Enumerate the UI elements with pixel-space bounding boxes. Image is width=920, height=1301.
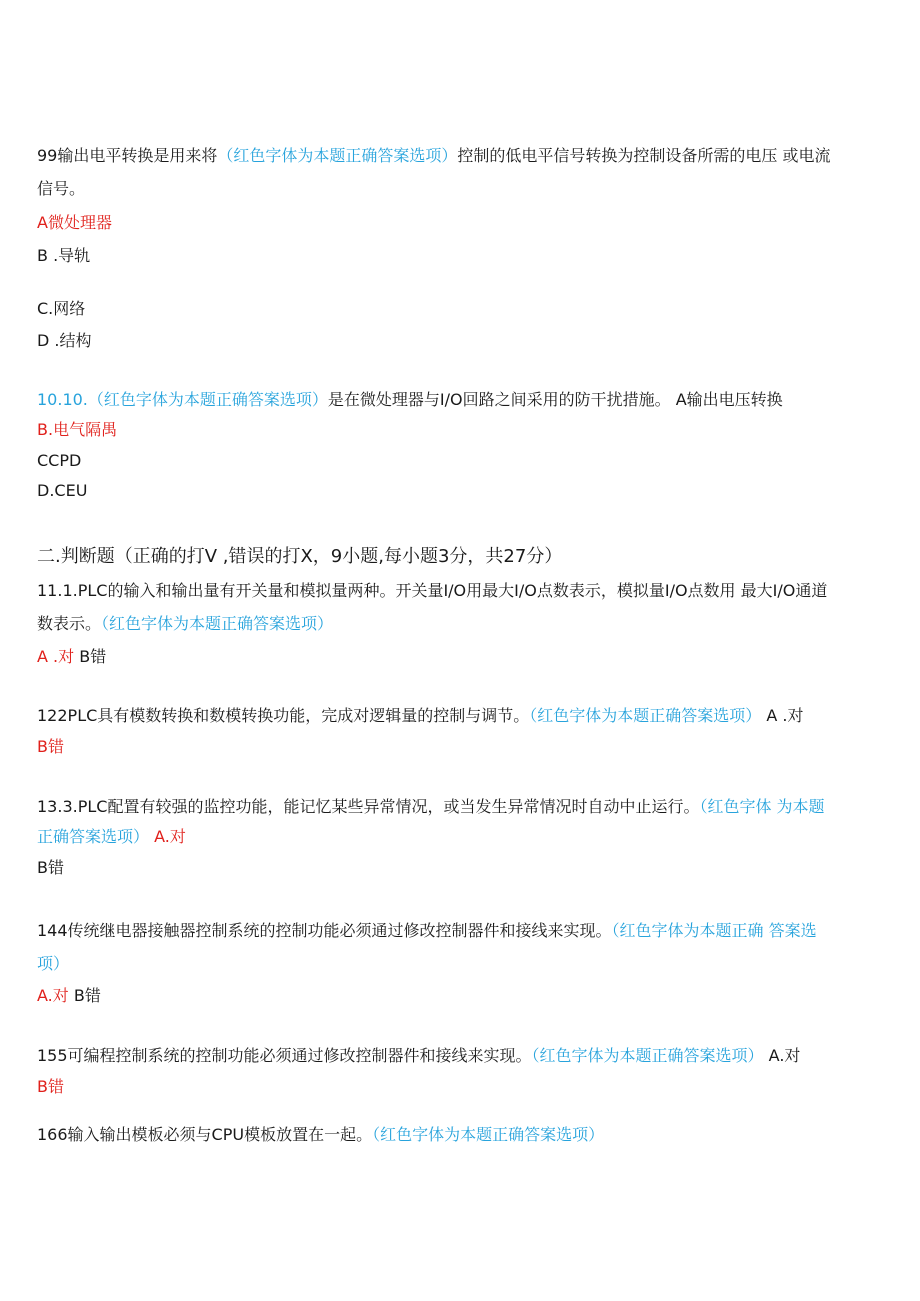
q15-hint: （红色字体为本题正确答案选项） xyxy=(531,1046,764,1065)
q9-option-a: A微处理器 xyxy=(37,213,112,232)
q11-answer-a: A .对 xyxy=(37,647,75,666)
q14-hint-part1: （红色字体为本题正确 答案选 xyxy=(611,921,817,940)
q15-answer-b: B错 xyxy=(37,1077,64,1096)
q9-text-line2: 信号。 xyxy=(37,179,86,198)
q9-option-c: C.网络 xyxy=(37,299,86,318)
q10-option-c: CCPD xyxy=(37,451,82,470)
q11-hint: （红色字体为本题正确答案选项） xyxy=(101,614,334,633)
q13-answer-b: B错 xyxy=(37,858,64,877)
q13-answer-a: A.对 xyxy=(149,827,186,846)
q15-text-line1 xyxy=(37,1045,800,1067)
section2-heading: 二.判断题（正确的打V ,错误的打X，9小题,每小题3分，共27分） xyxy=(37,546,563,567)
q13-hint-part1: （红色字体 为本题 xyxy=(699,797,825,816)
q14-answer-a: A.对 xyxy=(37,986,69,1005)
q15-stem-pre: 155可编程控制系统的控制功能必须通过修改控制器件和接线来实现。 xyxy=(37,1046,532,1065)
q12-answer-a: A .对 xyxy=(761,706,804,725)
q12-answer-b: B错 xyxy=(37,737,64,756)
q12-text-line1 xyxy=(37,705,804,727)
q13-text-line2 xyxy=(37,826,186,848)
q12-stem-pre: 122PLC具有模数转换和数模转换功能，完成对逻辑量的控制与调节。 xyxy=(37,706,530,725)
q11-answer-b: B错 xyxy=(74,647,107,666)
q9-option-b: B .导轨 xyxy=(37,246,91,265)
q10-text-line1 xyxy=(37,389,783,411)
q14-answers xyxy=(37,985,101,1007)
q9-hint: （红色字体为本题正确答案选项） xyxy=(217,146,458,165)
q10-stem-post: 是在微处理器与I/O回路之间采用的防干扰措施。 A输出电压转换 xyxy=(327,390,783,409)
q14-stem-pre: 144传统继电器接触器控制系统的控制功能必须通过修改控制器件和接线来实现。 xyxy=(37,921,612,940)
q12-hint: （红色字体为本题正确答案选项） xyxy=(529,706,762,725)
q16-stem-pre: 166输入输出模板必须与CPU模板放置在一起。 xyxy=(37,1125,373,1144)
q16-hint: （红色字体为本题正确答案选项） xyxy=(372,1125,605,1144)
q13-text-line1 xyxy=(37,796,825,818)
q11-text-line1: 11.1.PLC的输入和输出量有开关量和模拟量两种。开关量I/O用最大I/O点数表示，模拟量I/O点数用 最大I/O通道 xyxy=(37,581,828,600)
q14-answer-b: B错 xyxy=(68,986,101,1005)
q10-hint: （红色字体为本题正确答案选项） xyxy=(87,390,328,409)
q10-number: 10.10. xyxy=(37,390,88,409)
q9-stem-pre: 99输出电平转换是用来将 xyxy=(37,146,218,165)
q14-text-line1 xyxy=(37,920,817,942)
q13-stem-pre: 13.3.PLC配置有较强的监控功能，能记忆某些异常情况，或当发生异常情况时自动中止运行。 xyxy=(37,797,700,816)
q10-option-b: B.电气隔禺 xyxy=(37,420,118,439)
q9-text-line1 xyxy=(37,145,830,167)
q13-hint-part2: 正确答案选项） xyxy=(37,827,150,846)
q11-stem-pre: 数表示。 xyxy=(37,614,102,633)
q11-text-line2 xyxy=(37,613,333,635)
q9-option-d: D .结构 xyxy=(37,331,92,350)
q9-stem-post: 控制的低电平信号转换为控制设备所需的电压 或电流 xyxy=(457,146,831,165)
q11-answers xyxy=(37,646,106,668)
q16-text-line1 xyxy=(37,1124,604,1146)
q15-answer-a: A.对 xyxy=(763,1046,801,1065)
q10-option-d: D.CEU xyxy=(37,481,88,500)
q14-hint-part2: 项） xyxy=(37,954,70,973)
